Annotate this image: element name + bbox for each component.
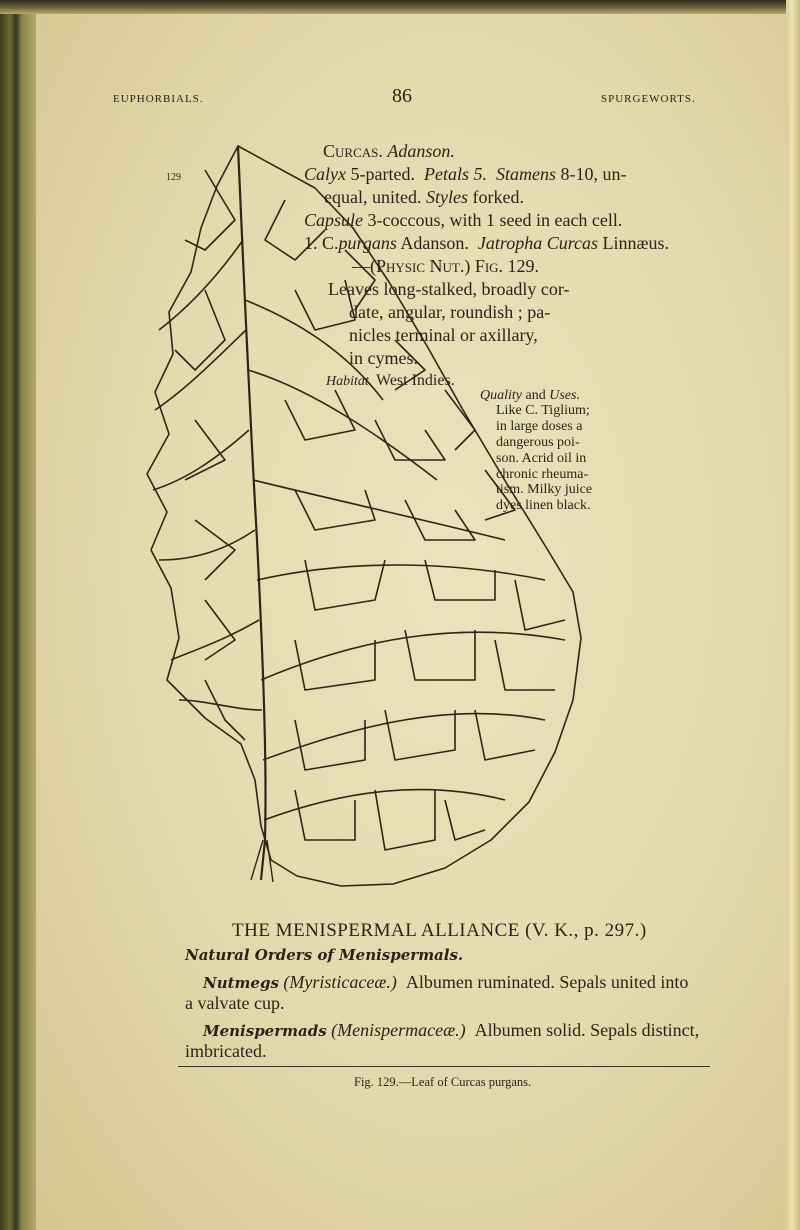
uses-heading <box>480 388 580 404</box>
capsule-label: Capsule <box>304 210 364 230</box>
species-name: purgans <box>338 233 397 253</box>
uses-line-3: dangerous poi- <box>496 435 580 450</box>
order-menispermads <box>203 1019 699 1043</box>
order2-name: Menispermads <box>203 1022 327 1040</box>
uses-line-4: son. Acrid oil in <box>496 451 587 466</box>
order2-text-cont: imbricated. <box>185 1041 267 1061</box>
order1-name: Nutmegs <box>203 974 279 992</box>
description-line-2: date, angular, roundish ; pa- <box>349 302 551 322</box>
order1-text: Albumen ruminated. Sepals united into <box>405 972 689 992</box>
common-name-line: —(Physic Nut.) Fig. 129. <box>352 256 540 276</box>
petals-label: Petals <box>423 164 469 184</box>
species-number: 1. C. <box>304 233 339 253</box>
alliance-subtitle: Natural Orders of Menispermals. <box>185 946 464 964</box>
page-edges <box>786 0 800 1230</box>
habitat-text: West Indies. <box>376 372 455 389</box>
description-line-1: Leaves long-stalked, broadly cor- <box>328 279 570 299</box>
uses-label-and: and <box>525 388 546 403</box>
uses-label-quality: Quality <box>480 388 522 403</box>
genus-heading <box>323 140 455 163</box>
species-author: Adanson. <box>400 233 469 253</box>
uses-line-6: tism. Milky juice <box>496 482 593 497</box>
habitat-label: Habitat. <box>326 374 373 389</box>
figure-caption: Fig. 129.—Leaf of Curcas purgans. <box>354 1075 532 1089</box>
stamens-label: Stamens <box>495 164 556 184</box>
stamens-line <box>324 186 524 209</box>
species-synonym: Jatropha Curcas <box>477 233 599 253</box>
synonym-author: Linnæus. <box>602 233 670 253</box>
genus-name: Curcas. <box>323 141 383 161</box>
stamens-text-cont: equal, united. <box>324 187 422 207</box>
species-line <box>304 232 669 255</box>
capsule-text: 3-coccous, with 1 seed in each cell. <box>367 210 623 230</box>
calyx-label: Calyx <box>304 164 346 184</box>
habitat-line <box>326 372 455 390</box>
description-line-4: in cymes. <box>349 348 418 368</box>
styles-text: forked. <box>472 187 524 207</box>
stamens-text: 8-10, un- <box>560 164 627 184</box>
styles-label: Styles <box>425 187 468 207</box>
divider-rule <box>178 1066 710 1067</box>
order1-text-cont: a valvate cup. <box>185 993 285 1013</box>
running-head-left: EUPHORBIALS. <box>113 93 204 105</box>
order1-latin: (Myristicaceæ.) <box>283 972 397 992</box>
book-top-edge <box>0 0 800 14</box>
book-spine <box>0 0 36 1230</box>
order2-text: Albumen solid. Sepals distinct, <box>474 1020 700 1040</box>
description-line-3: nicles terminal or axillary, <box>349 325 538 345</box>
genus-authority: Adanson. <box>387 141 455 161</box>
uses-line-2: in large doses a <box>496 419 583 434</box>
uses-line-5: chronic rheuma- <box>496 467 589 482</box>
alliance-title: THE MENISPERMAL ALLIANCE (V. K., p. 297.) <box>232 920 647 941</box>
calyx-text: 5-parted. <box>350 164 415 184</box>
running-head-right: SPURGEWORTS. <box>601 93 696 105</box>
uses-label-uses: Uses. <box>549 388 580 403</box>
uses-line-7: dyes linen black. <box>496 498 591 513</box>
page-number: 86 <box>392 85 412 107</box>
calyx-line <box>304 163 626 186</box>
capsule-line <box>304 209 622 232</box>
order2-latin: (Menispermaceæ.) <box>331 1020 466 1040</box>
uses-line-1: Like C. Tiglium; <box>496 403 590 418</box>
petals-value: 5. <box>473 164 487 184</box>
figure-number: 129 <box>166 172 181 183</box>
